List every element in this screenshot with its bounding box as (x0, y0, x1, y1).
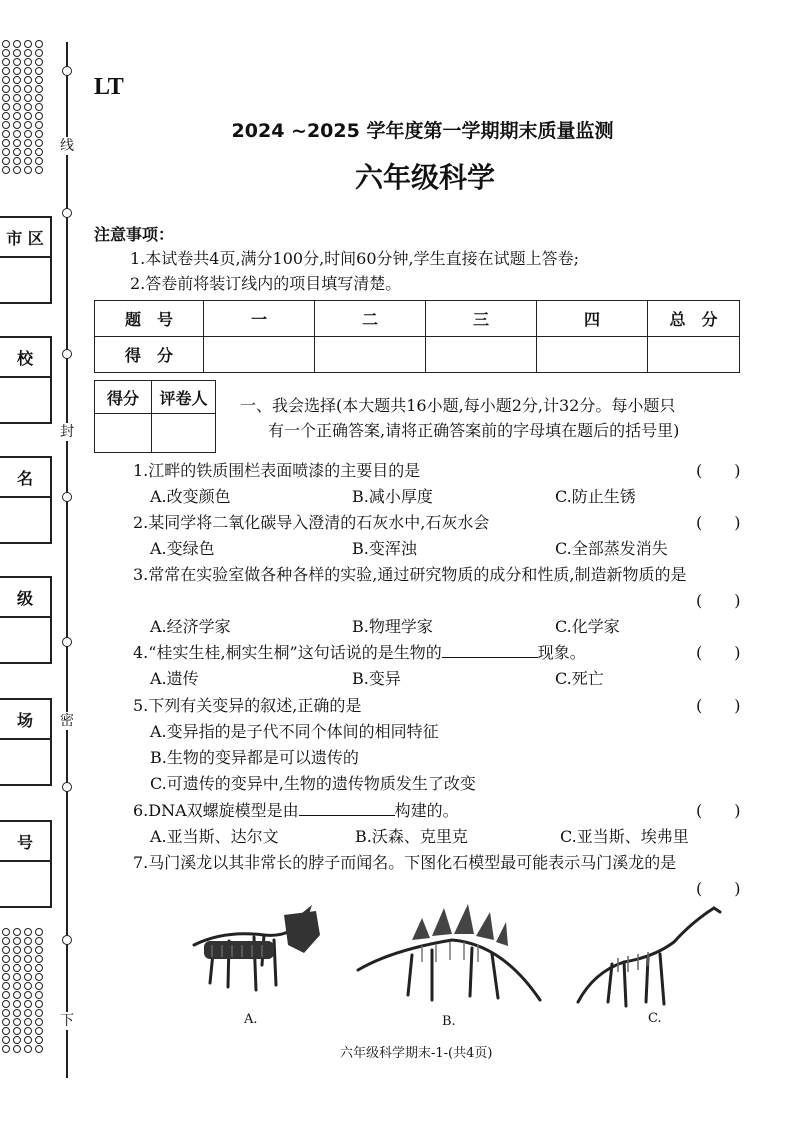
binding-char-xia: 下 (60, 1013, 74, 1029)
q3-option-b: B.物理学家 (352, 617, 433, 636)
fossil-label-a: A. (244, 1012, 258, 1027)
answer-paren-7[interactable]: ( ) (696, 879, 741, 898)
q1-option-c: C.防止生锈 (555, 487, 636, 506)
binding-circle (62, 66, 72, 76)
answer-paren-2[interactable]: ( ) (696, 513, 741, 532)
question-4-text-end: 现象。 (537, 643, 586, 662)
field-box-district[interactable] (0, 216, 52, 304)
binding-char-mi: 密 (60, 713, 74, 729)
score-table-col: 三 (426, 301, 537, 337)
binding-line (66, 42, 68, 1078)
score-table-col: 一 (204, 301, 315, 337)
question-4-text: 4.“桂实生桂,桐实生桐”这句话说的是生物的 (133, 643, 442, 662)
field-label: 号 (0, 822, 50, 862)
binding-holes-bottom (2, 928, 46, 1053)
question-5: 5.下列有关变异的叙述,正确的是 (133, 696, 362, 715)
q2-option-a: A.变绿色 (150, 539, 215, 558)
binding-circle (62, 349, 72, 359)
q3-option-c: C.化学家 (555, 617, 620, 636)
q6-option-b: B.沃森、克里克 (355, 827, 468, 846)
section1-title: 一、我会选择(本大题共16小题,每小题2分,计32分。每小题只 (240, 396, 676, 415)
field-label: 市 区 (0, 218, 50, 258)
binding-circle (62, 782, 72, 792)
answer-paren-3[interactable]: ( ) (696, 591, 741, 610)
grader-box (94, 380, 216, 453)
binding-char-xian: 线 (60, 138, 74, 154)
q4-option-b: B.变异 (352, 669, 401, 688)
field-label: 场 (0, 700, 50, 740)
binding-circle (62, 492, 72, 502)
q6-option-a: A.亚当斯、达尔文 (150, 827, 279, 846)
paper-code: LT (94, 74, 124, 100)
q4-option-a: A.遗传 (150, 669, 199, 688)
grader-name-cell[interactable] (152, 414, 216, 453)
question-1: 1.江畔的铁质围栏表面喷漆的主要目的是 (133, 461, 421, 480)
answer-paren-5[interactable]: ( ) (696, 696, 741, 715)
score-table (94, 300, 740, 373)
fossil-image-a[interactable] (184, 905, 324, 1005)
field-box-number[interactable] (0, 820, 52, 908)
q2-option-b: B.变浑浊 (352, 539, 417, 558)
score-table-score-row (95, 337, 740, 373)
fossil-label-c: C. (648, 1011, 662, 1026)
field-box-room[interactable] (0, 698, 52, 786)
question-4 (133, 640, 586, 663)
grader-name-label: 评卷人 (152, 381, 216, 414)
fill-blank-6[interactable] (299, 801, 395, 816)
fossil-image-c[interactable] (574, 902, 724, 1010)
binding-char-feng: 封 (60, 424, 74, 440)
note-item: 1.本试卷共4页,满分100分,时间60分钟,学生直接在试题上答卷; (130, 249, 579, 268)
q2-option-c: C.全部蒸发消失 (555, 539, 668, 558)
exam-title: 2024 ~2025 学年度第一学期期末质量监测 (231, 120, 614, 142)
q4-option-c: C.死亡 (555, 669, 604, 688)
score-cell[interactable] (204, 337, 315, 373)
section1-title-cont: 有一个正确答案,请将正确答案前的字母填在题后的括号里) (268, 421, 680, 440)
subject-title: 六年级科学 (354, 161, 495, 194)
binding-circle (62, 935, 72, 945)
fill-blank-4[interactable] (442, 643, 538, 658)
fossil-label-b: B. (442, 1014, 456, 1029)
field-label: 名 (0, 458, 50, 498)
q5-option-a: A.变异指的是子代不同个体间的相同特征 (150, 722, 439, 741)
q6-option-c: C.亚当斯、埃弗里 (560, 827, 689, 846)
score-table-col: 二 (315, 301, 426, 337)
q1-option-a: A.改变颜色 (150, 487, 231, 506)
grader-score-cell[interactable] (95, 414, 152, 453)
q5-option-c: C.可遗传的变异中,生物的遗传物质发生了改变 (150, 774, 476, 793)
notes-heading: 注意事项： (94, 225, 175, 244)
score-table-col: 总 分 (648, 301, 740, 337)
page-footer: 六年级科学期末-1-(共4页) (340, 1046, 493, 1061)
question-2: 2.某同学将二氧化碳导入澄清的石灰水中,石灰水会 (133, 513, 490, 532)
question-6-text-end: 构建的。 (394, 801, 459, 820)
question-6-text: 6.DNA双螺旋模型是由 (133, 801, 299, 820)
field-box-school[interactable] (0, 336, 52, 424)
question-6 (133, 798, 459, 821)
score-cell[interactable] (537, 337, 648, 373)
binding-circle (62, 208, 72, 218)
question-3: 3.常常在实验室做各种各样的实验,通过研究物质的成分和性质,制造新物质的是 (133, 565, 687, 584)
question-7: 7.马门溪龙以其非常长的脖子而闻名。下图化石模型最可能表示马门溪龙的是 (133, 853, 677, 872)
field-box-name[interactable] (0, 456, 52, 544)
answer-paren-1[interactable]: ( ) (696, 461, 741, 480)
answer-paren-6[interactable]: ( ) (696, 801, 741, 820)
binding-circle (62, 637, 72, 647)
field-box-class[interactable] (0, 576, 52, 664)
field-label: 校 (0, 338, 50, 378)
score-table-label: 题 号 (95, 301, 204, 337)
score-cell[interactable] (648, 337, 740, 373)
q3-option-a: A.经济学家 (150, 617, 231, 636)
grader-score-label: 得分 (95, 381, 152, 414)
score-table-label: 得 分 (95, 337, 204, 373)
score-table-col: 四 (537, 301, 648, 337)
field-label: 级 (0, 578, 50, 618)
answer-paren-4[interactable]: ( ) (696, 643, 741, 662)
binding-holes-top (2, 40, 46, 174)
score-cell[interactable] (426, 337, 537, 373)
fossil-image-b[interactable] (352, 900, 547, 1010)
q1-option-b: B.减小厚度 (352, 487, 433, 506)
q5-option-b: B.生物的变异都是可以遗传的 (150, 748, 359, 767)
score-cell[interactable] (315, 337, 426, 373)
score-table-header-row (95, 301, 740, 337)
note-item: 2.答卷前将装订线内的项目填写清楚。 (130, 274, 402, 293)
